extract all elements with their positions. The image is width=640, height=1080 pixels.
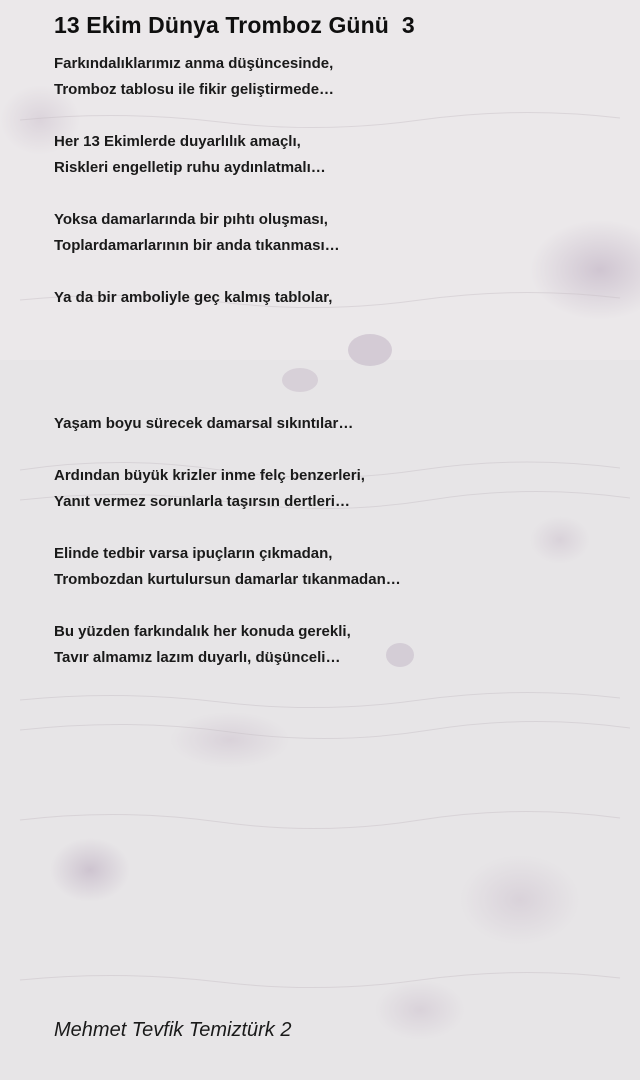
poem-line: Trombozdan kurtulursun damarlar tıkanmadan… xyxy=(54,571,401,588)
poem-line: Yoksa damarlarında bir pıhtı oluşması, xyxy=(54,211,328,228)
poem-line: Ardından büyük krizler inme felç benzerleri, xyxy=(54,467,365,484)
poem-line: Toplardamarlarının bir anda tıkanması… xyxy=(54,237,340,254)
poem-author: Mehmet Tevfik Temiztürk 2 xyxy=(54,1019,292,1041)
poem-line: Yanıt vermez sorunlarla taşırsın dertleri… xyxy=(54,493,350,510)
poem-line: Her 13 Ekimlerde duyarlılık amaçlı, xyxy=(54,133,301,150)
poem-line: Tromboz tablosu ile fikir geliştirmede… xyxy=(54,81,335,98)
poem-line: Bu yüzden farkındalık her konuda gerekli, xyxy=(54,623,351,640)
poem-line: Elinde tedbir varsa ipuçların çıkmadan, xyxy=(54,545,333,562)
poem-line: Farkındalıklarımız anma düşüncesinde, xyxy=(54,55,334,72)
poem-line: Tavır almamız lazım duyarlı, düşünceli… xyxy=(54,649,341,666)
poem-title: 13 Ekim Dünya Tromboz Günü 3 xyxy=(54,12,415,38)
poem-line: Yaşam boyu sürecek damarsal sıkıntılar… xyxy=(54,415,354,432)
poem-line: Riskleri engelletip ruhu aydınlatmalı… xyxy=(54,159,326,176)
poem-line: Ya da bir amboliyle geç kalmış tablolar, xyxy=(54,289,333,306)
